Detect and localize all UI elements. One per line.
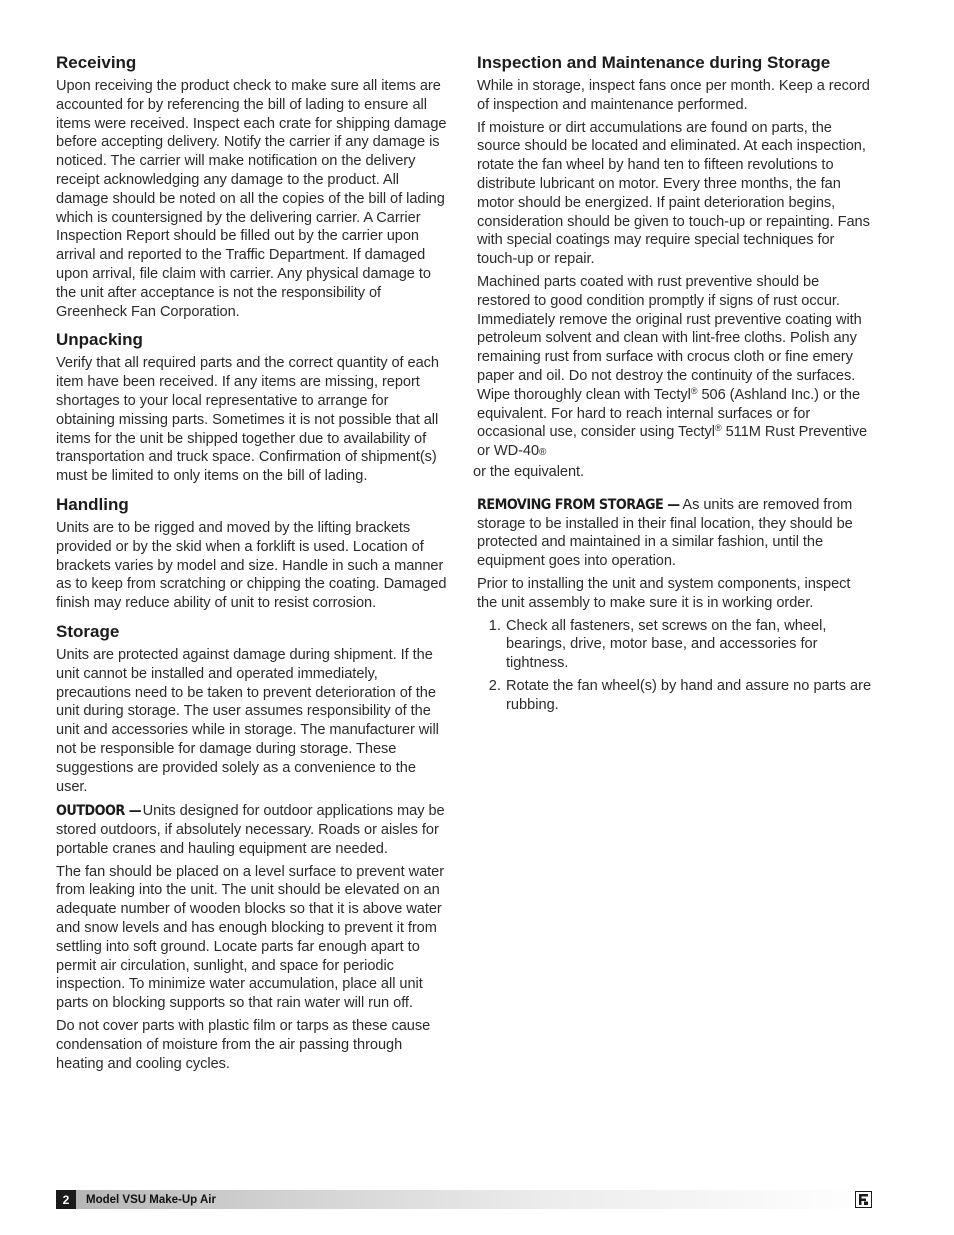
inspection-para1: While in storage, inspect fans once per month. Keep a record of inspection and maintenance performed. [477, 78, 870, 113]
inspection-para3-part-b: 506 (Ashland Inc.) or the equivalent. For hard to reach internal surfaces or for occasional use, consider using Tectyl [477, 386, 861, 441]
inspection-para3-part-c: 511M Rust Preventive or WD-40 [477, 424, 868, 460]
unpacking-body: Verify that all required parts and the correct quantity of each item have been received. If any items are missing, report shortages to your local representative to arrange for obtaining missing parts. Sometimes it is not possible that all items for the unit be shipped together due to availability of transportation and truck space. Confirmation of shipment(s) must be limited to only items on the bill of lading. [56, 355, 439, 485]
section-unpacking [56, 329, 448, 486]
inspection-para3-part-d: or the equivalent. [473, 463, 585, 480]
greenheck-logo-icon [855, 1191, 872, 1208]
removing-text: As units are removed from storage to be installed in their final location, they should be protected and maintained in a similar fashion, until the equipment goes into operation. [477, 496, 853, 570]
outdoor-text: Units designed for outdoor applications may be stored outdoors, if absolutely necessary. Roads or aisles for portable cranes and hauling equipment are needed. [56, 803, 445, 857]
page-footer [56, 1190, 874, 1209]
section-removing [477, 496, 873, 715]
storage-para3: Do not cover parts with plastic film or tarps as these cause condensation of moisture from the air passing through heating and cooling cycles. [56, 1018, 431, 1072]
section-storage [56, 621, 448, 1074]
section-receiving [56, 52, 448, 321]
inspection-para2: If moisture or dirt accumulations are found on parts, the source should be located and eliminated. At each inspection, rotate the fan wheel by hand ten to fifteen revolutions to distribute lubricant on motor. Every three months, the fan motor should be energized. If paint deterioration begins, consideration should be given to touch-up or repainting. Fans with special coatings may require special techniques for touch-up or repair. [477, 119, 870, 268]
page-number: 2 [56, 1190, 76, 1209]
inspection-para3-part-a: Machined parts coated with rust preventive should be restored to good condition promptly if signs of rust occur. Immediately remove the original rust preventive coating with petroleum solvent and clean with lint-free cloths. Polish any remaining rust from surface with crocus cloth or fine emery paper and oil. Do not destroy the continuity of the surfaces. Wipe thoroughly clean with Tectyl [477, 273, 862, 403]
heading-storage: Storage [56, 621, 120, 641]
registered-mark: ® [539, 447, 547, 459]
registered-mark: ® [715, 423, 722, 434]
heading-inspection: Inspection and Maintenance during Storage [477, 53, 831, 72]
model-name: Model VSU Make-Up Air [86, 1193, 216, 1206]
removing-label: REMOVING FROM STORAGE — [477, 495, 680, 513]
handling-body: Units are to be rigged and moved by the lifting brackets provided or by the skid when a forklift is used. Location of brackets varies by model and size. Handle in such a manner as to keep from scratching or chipping the coating. Damaged finish may reduce ability of unit to resist corrosion. [56, 519, 447, 612]
outdoor-paragraph [56, 802, 448, 858]
section-inspection [473, 52, 873, 482]
removing-paragraph [477, 496, 873, 571]
heading-receiving: Receiving [56, 53, 137, 72]
left-column [56, 52, 448, 1081]
outdoor-label: OUTDOOR — [56, 802, 142, 820]
removing-para2: Prior to installing the unit and system components, inspect the unit assembly to make sure it is in working order. [477, 575, 851, 611]
heading-unpacking: Unpacking [56, 330, 143, 350]
storage-body: Units are protected against damage during shipment. If the unit cannot be installed and operated immediately, precautions need to be taken to prevent deterioration of the unit during storage. The user assumes responsibility of the unit and accessories while in storage. The manufacturer will not be responsible for damage during storage. These suggestions are provided solely as a convenience to the user. [56, 646, 439, 795]
list-item: 1. Check all fasteners, set screws on the fan, wheel, bearings, drive, motor base, and accessories for tightness. [505, 617, 873, 673]
registered-mark: ® [690, 385, 698, 396]
receiving-body: Upon receiving the product check to make sure all items are accounted for by referencing the bill of lading to ensure all items were received. Inspect each crate for shipping damage before accepting delivery. Notify the carrier if any damage is noticed. The carrier will make notification on the delivery receipt acknowledging any damage to the product. All damage should be noted on all the copies of the bill of lading which is countersigned by the delivering carrier. A Carrier Inspection Report should be filled out by the carrier upon arrival and reported to the Traffic Department. If damaged upon arrival, file claim with carrier. Any physical damage to the unit after acceptance is not the responsibility of Greenheck Fan Corporation. [56, 78, 447, 320]
inspection-para3 [473, 273, 873, 482]
list-item: 2. Rotate the fan wheel(s) by hand and assure no parts are rubbing. [505, 677, 873, 715]
heading-handling: Handling [56, 494, 129, 514]
removing-steps [477, 617, 873, 715]
right-column [473, 52, 873, 723]
section-handling [56, 494, 448, 613]
storage-para2: The fan should be placed on a level surface to prevent water from leaking into the unit. The unit should be elevated on an adequate number of wooden blocks so that it is above water and snow levels and has enough blocking to prevent it from settling into soft ground. Locate parts far enough apart to permit air circulation, sunlight, and space for periodic inspection. To minimize water accumulation, place all unit parts on blocking supports so that rain water will run off. [56, 863, 445, 1012]
